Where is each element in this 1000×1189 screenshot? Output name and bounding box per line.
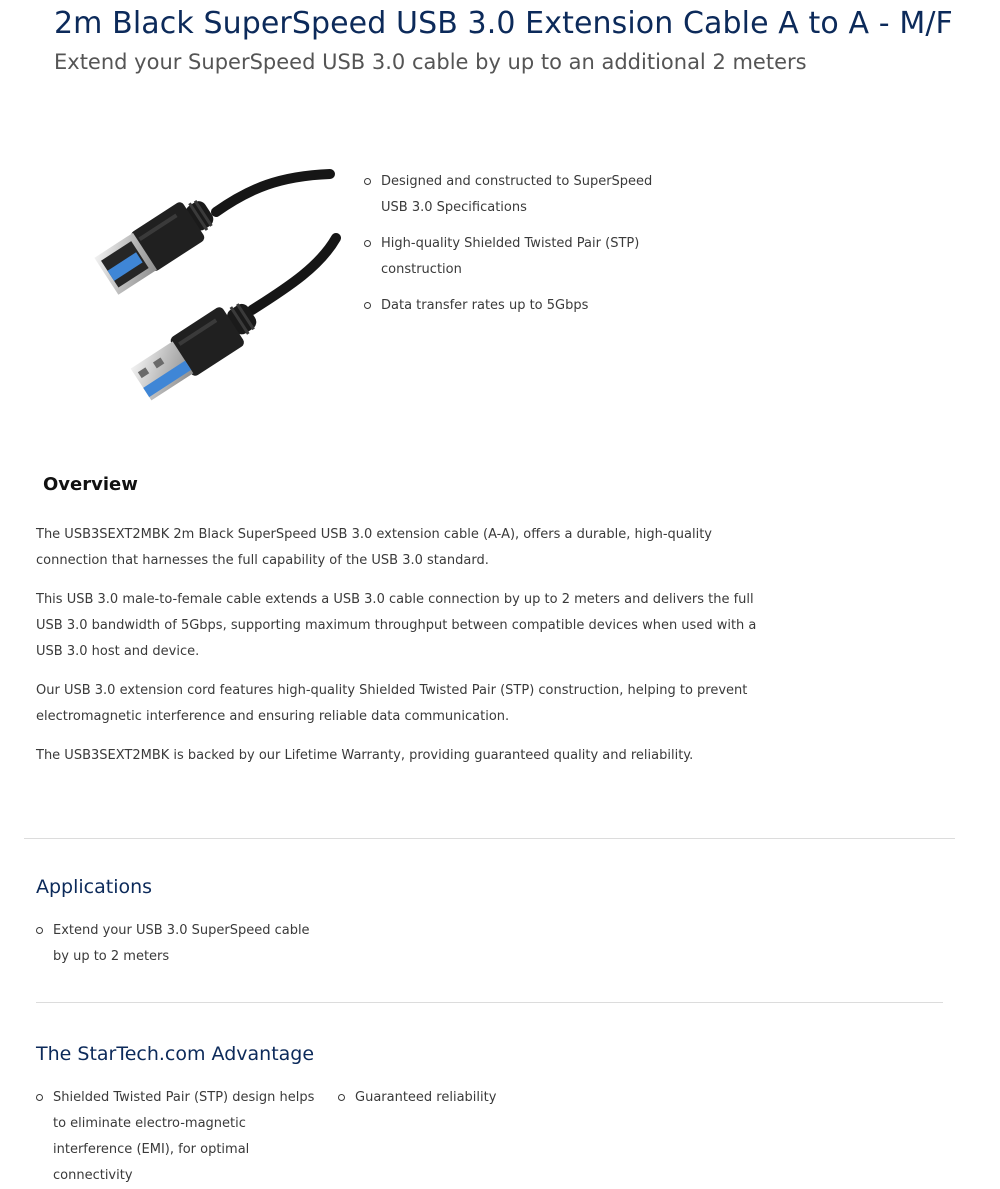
list-item: Guaranteed reliability — [338, 1085, 558, 1111]
section-divider — [24, 838, 955, 839]
bullet-circle-icon — [36, 927, 43, 934]
overview-paragraph: This USB 3.0 male-to-female cable extends a USB 3.0 cable connection by up to 2 meters and delivers the full USB 3.0 bandwidth of 5Gbps, supporting maximum throughput between compatible devices when used with a USB 3.0 host and device. — [36, 592, 757, 659]
section-divider — [36, 1002, 943, 1003]
product-image — [80, 168, 342, 446]
overview-paragraph: The USB3SEXT2MBK 2m Black SuperSpeed USB 3.0 extension cable (A-A), offers a durable, high-quality connection that harnesses the full capability of the USB 3.0 standard. — [36, 527, 712, 568]
product-title: 2m Black SuperSpeed USB 3.0 Extension Cable A to A - M/F — [54, 6, 953, 41]
bullet-circle-icon — [364, 240, 371, 247]
list-item: High-quality Shielded Twisted Pair (STP) construction — [364, 231, 654, 283]
bullet-circle-icon — [364, 178, 371, 185]
usb-cable-illustration — [80, 168, 342, 446]
overview-paragraph: Our USB 3.0 extension cord features high-quality Shielded Twisted Pair (STP) construction, helping to prevent electromagnetic interference and ensuring reliable data communication. — [36, 683, 748, 724]
list-item: Data transfer rates up to 5Gbps — [364, 293, 654, 319]
overview-body — [36, 522, 776, 782]
advantage-list-left — [36, 1085, 326, 1189]
applications-heading: Applications — [36, 876, 153, 898]
feature-list — [364, 169, 654, 329]
applications-list — [36, 918, 321, 970]
bullet-circle-icon — [364, 302, 371, 309]
overview-paragraph: The USB3SEXT2MBK is backed by our Lifetime Warranty, providing guaranteed quality and reliability. — [36, 748, 694, 763]
bullet-circle-icon — [338, 1094, 345, 1101]
advantage-heading: The StarTech.com Advantage — [36, 1043, 315, 1065]
list-item: Shielded Twisted Pair (STP) design helps to eliminate electro-magnetic interference (EMI), for optimal connectivity — [36, 1085, 326, 1189]
advantage-list-right — [338, 1085, 558, 1111]
list-item: Extend your USB 3.0 SuperSpeed cable by up to 2 meters — [36, 918, 321, 970]
bullet-circle-icon — [36, 1094, 43, 1101]
product-subtitle: Extend your SuperSpeed USB 3.0 cable by up to an additional 2 meters — [54, 50, 807, 74]
list-item: Designed and constructed to SuperSpeed USB 3.0 Specifications — [364, 169, 654, 221]
overview-heading: Overview — [43, 474, 138, 495]
